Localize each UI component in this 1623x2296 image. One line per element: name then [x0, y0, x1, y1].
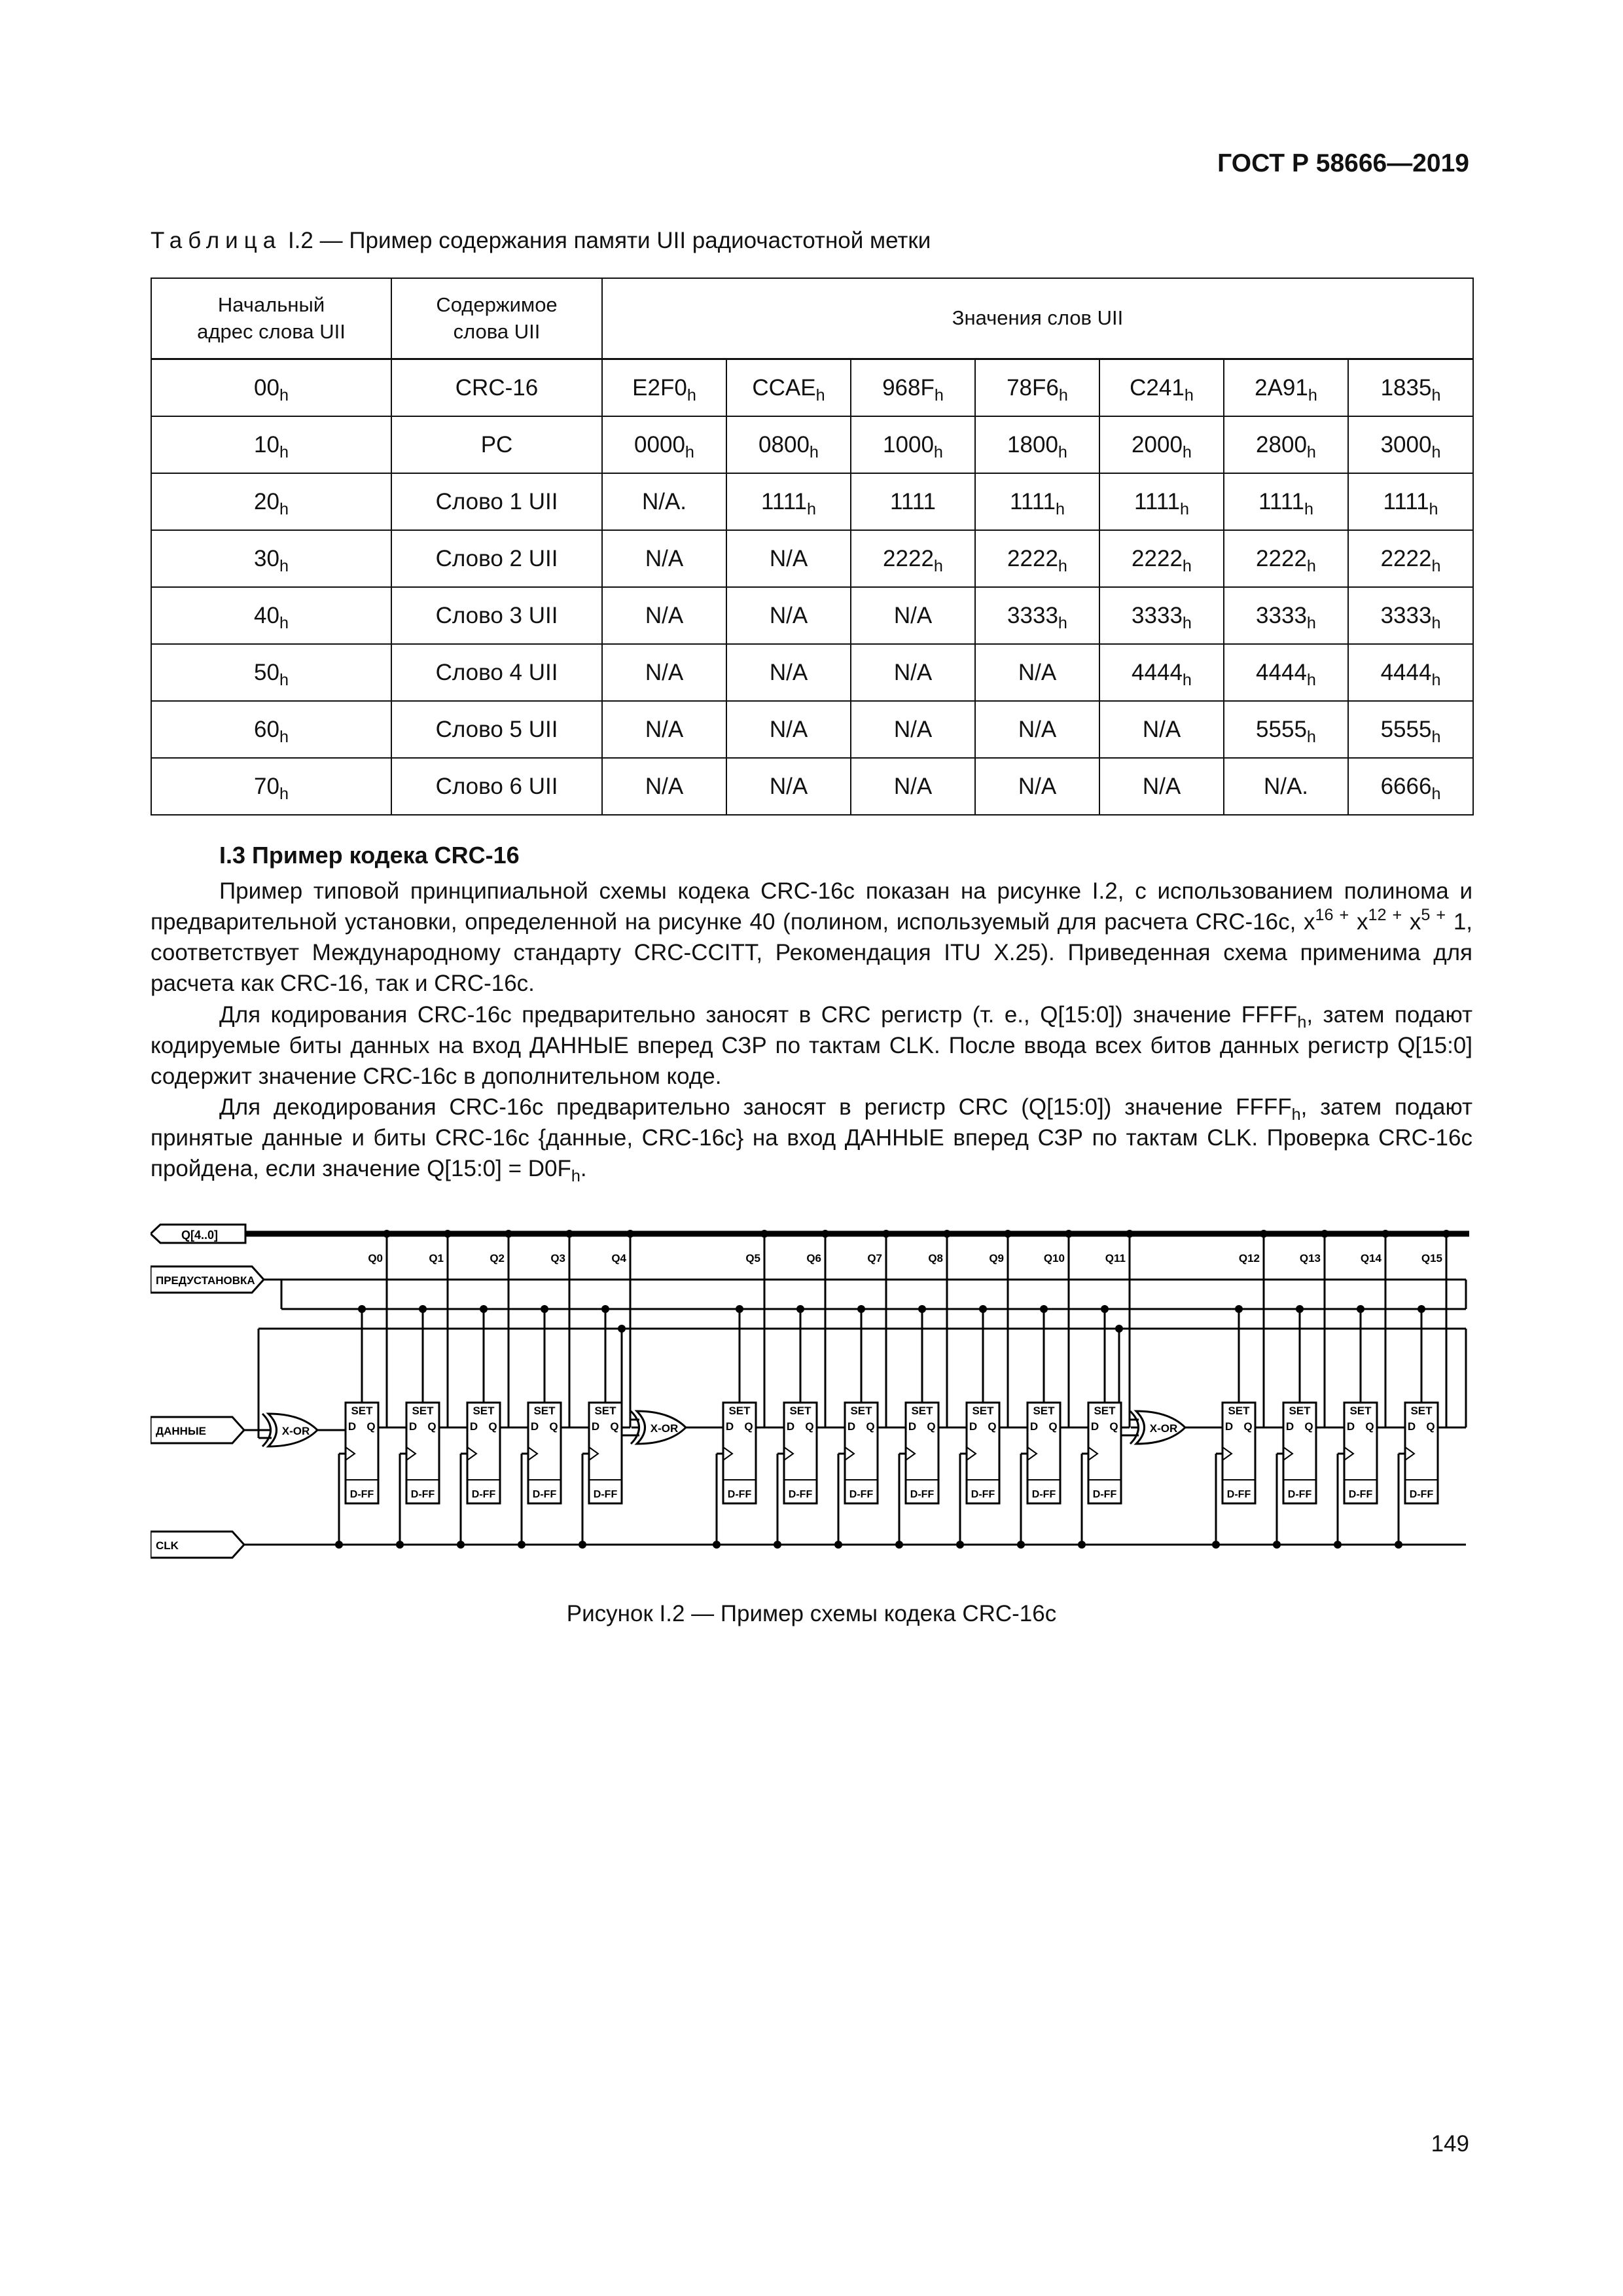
value-cell: N/A: [602, 758, 726, 815]
junction-dot: [1442, 1230, 1450, 1238]
data-input-label: ДАННЫЕ: [156, 1425, 206, 1437]
table-caption-prefix: Таблица: [151, 228, 282, 253]
junction-dot: [1357, 1305, 1364, 1313]
table-row: [151, 701, 1473, 758]
junction-dot: [541, 1305, 548, 1313]
d-flip-flop: [467, 1403, 500, 1503]
junction-dot: [457, 1541, 465, 1549]
junction-dot: [1078, 1541, 1086, 1549]
text-run: 5 +: [1421, 906, 1446, 925]
ff-name-label: D-FF: [971, 1489, 995, 1500]
junction-dot: [943, 1230, 951, 1238]
d-flip-flop: [1344, 1403, 1377, 1503]
q-output-label: Q6: [806, 1252, 821, 1265]
value-cell: $CCAE_h$: [726, 359, 851, 417]
ff-set-label: SET: [473, 1405, 495, 1417]
text-run: 1, соответствует Международному стандарту CRC-CCITT, Рекомендация ITU X.25). Приведенная схема применима для расчета как CRC-16, так и CRC-16c.: [151, 909, 1473, 996]
ff-d-label: D: [1090, 1420, 1099, 1433]
ff-d-label: D: [469, 1420, 478, 1433]
ff-set-label: SET: [351, 1405, 373, 1417]
value-cell: N/A: [726, 644, 851, 701]
value-cell: N/A: [851, 701, 975, 758]
value-cell: N/A: [726, 530, 851, 587]
junction-dot: [1260, 1230, 1268, 1238]
ff-q-label: Q: [744, 1420, 753, 1433]
table-row: [151, 758, 1473, 815]
table-row: [151, 416, 1473, 473]
table-row: [151, 473, 1473, 530]
junction-dot: [760, 1230, 768, 1238]
junction-dot: [1101, 1305, 1109, 1313]
junction-dot: [579, 1541, 586, 1549]
page-number: 149: [1431, 2131, 1469, 2157]
junction-dot: [1273, 1541, 1281, 1549]
junction-dot: [358, 1305, 366, 1313]
d-flip-flop: [589, 1403, 622, 1503]
table-row: [151, 359, 1473, 417]
ff-name-label: D-FF: [788, 1489, 813, 1500]
junction-dot: [518, 1541, 526, 1549]
value-cell: $1111_h$: [1224, 473, 1348, 530]
ff-q-label: Q: [1048, 1420, 1058, 1433]
header-start-address: Начальный адрес слова UII: [151, 278, 391, 359]
text-run: 16 +: [1315, 906, 1349, 925]
ff-name-label: D-FF: [1348, 1489, 1373, 1500]
ff-d-label: D: [530, 1420, 539, 1433]
junction-dot: [480, 1305, 488, 1313]
q-output-label: Q1: [429, 1252, 444, 1265]
value-cell: 1111: [851, 473, 975, 530]
q-output-label: Q3: [550, 1252, 565, 1265]
value-cell: N/A: [1099, 758, 1224, 815]
value-cell: $0800_h$: [726, 416, 851, 473]
q-output-label: Q10: [1043, 1252, 1065, 1265]
junction-dot: [1212, 1541, 1220, 1549]
junction-dot: [979, 1305, 987, 1313]
junction-dot: [1395, 1541, 1402, 1549]
q-output-label: Q0: [368, 1252, 383, 1265]
value-cell: $5555_h$: [1348, 701, 1473, 758]
d-flip-flop: [528, 1403, 561, 1503]
ff-d-label: D: [348, 1420, 357, 1433]
value-cell: N/A: [851, 587, 975, 644]
ff-d-label: D: [847, 1420, 856, 1433]
junction-dot: [1065, 1230, 1073, 1238]
q-output-label: Q11: [1105, 1252, 1126, 1265]
address-cell: $50_h$: [151, 644, 391, 701]
d-flip-flop: [723, 1403, 756, 1503]
value-cell: $3333_h$: [1348, 587, 1473, 644]
ff-q-label: Q: [488, 1420, 497, 1433]
bus-label: Q[4..0]: [181, 1229, 219, 1242]
ff-set-label: SET: [412, 1405, 434, 1417]
content-cell: Слово 4 UII: [391, 644, 602, 701]
uii-memory-table: [151, 278, 1474, 816]
ff-name-label: D-FF: [849, 1489, 874, 1500]
junction-dot: [821, 1230, 829, 1238]
ff-name-label: D-FF: [1226, 1489, 1251, 1500]
header-content: Содержимое слова UII: [391, 278, 602, 359]
junction-dot: [1296, 1305, 1304, 1313]
d-flip-flop: [346, 1403, 378, 1503]
value-cell: $C241_h$: [1099, 359, 1224, 417]
d-flip-flop: [906, 1403, 938, 1503]
value-cell: $4444_h$: [1099, 644, 1224, 701]
ff-set-label: SET: [533, 1405, 556, 1417]
value-cell: N/A: [975, 701, 1099, 758]
q-output-label: Q13: [1299, 1252, 1321, 1265]
value-cell: $2A91_h$: [1224, 359, 1348, 417]
value-cell: N/A: [602, 587, 726, 644]
ff-set-label: SET: [850, 1405, 872, 1417]
value-cell: $E2F0_h$: [602, 359, 726, 417]
junction-dot: [956, 1541, 964, 1549]
value-cell: N/A: [851, 758, 975, 815]
text-run: h: [1297, 1013, 1307, 1032]
junction-dot: [1040, 1305, 1048, 1313]
text-run: , затем подают принятые данные и биты CRC-16c {данные, CRC-16c} на вход ДАННЫЕ вперед СЗР по тактам CLK. Проверка CRC-16c пройдена, если значение Q[15:0] = D0F: [151, 1094, 1472, 1181]
d-flip-flop: [1222, 1403, 1255, 1503]
ff-name-label: D-FF: [1092, 1489, 1117, 1500]
value-cell: N/A: [602, 701, 726, 758]
table-row: [151, 587, 1473, 644]
junction-dot: [396, 1541, 404, 1549]
ff-name-label: D-FF: [910, 1489, 935, 1500]
text-run: Для декодирования CRC-16c предварительно заносят в регистр CRC (Q[15:0]) значение FFFF: [219, 1094, 1292, 1120]
ff-d-label: D: [786, 1420, 795, 1433]
ff-name-label: D-FF: [1409, 1489, 1434, 1500]
d-flip-flop: [406, 1403, 439, 1503]
value-cell: $3333_h$: [975, 587, 1099, 644]
ff-name-label: D-FF: [1287, 1489, 1312, 1500]
value-cell: $0000_h$: [602, 416, 726, 473]
value-cell: $2222_h$: [1348, 530, 1473, 587]
table-row: [151, 644, 1473, 701]
ff-d-label: D: [725, 1420, 734, 1433]
text-run: Пример типовой принципиальной схемы кодека CRC-16c показан на рисунке I.2, с использованием полинома и предварительной установки, определенной на рисунке 40 (полином, используемый для расчета CRC-16c, x: [151, 878, 1472, 935]
value-cell: $1111_h$: [975, 473, 1099, 530]
ff-d-label: D: [1029, 1420, 1039, 1433]
ff-d-label: D: [1407, 1420, 1416, 1433]
ff-q-label: Q: [610, 1420, 619, 1433]
value-cell: N/A: [1099, 701, 1224, 758]
address-cell: $30_h$: [151, 530, 391, 587]
value-cell: N/A.: [602, 473, 726, 530]
ff-set-label: SET: [594, 1405, 616, 1417]
ff-q-label: Q: [927, 1420, 936, 1433]
value-cell: N/A: [602, 644, 726, 701]
value-cell: N/A: [726, 587, 851, 644]
junction-dot: [1382, 1230, 1389, 1238]
content-cell: PC: [391, 416, 602, 473]
value-cell: $4444_h$: [1224, 644, 1348, 701]
ff-set-label: SET: [911, 1405, 933, 1417]
d-flip-flop: [967, 1403, 999, 1503]
value-cell: N/A: [726, 758, 851, 815]
address-cell: $20_h$: [151, 473, 391, 530]
junction-dot: [1418, 1305, 1425, 1313]
value-cell: $1800_h$: [975, 416, 1099, 473]
section-title: I.3 Пример кодека CRC-16: [219, 842, 520, 869]
value-cell: $2800_h$: [1224, 416, 1348, 473]
junction-dot: [834, 1541, 842, 1549]
text-run: .: [580, 1156, 587, 1181]
ff-q-label: Q: [1304, 1420, 1313, 1433]
content-cell: Слово 6 UII: [391, 758, 602, 815]
paragraph-2: [151, 999, 1472, 1092]
address-cell: $70_h$: [151, 758, 391, 815]
junction-dot: [882, 1230, 890, 1238]
value-cell: $1000_h$: [851, 416, 975, 473]
junction-dot: [383, 1230, 391, 1238]
junction-dot: [618, 1325, 626, 1333]
value-cell: $5555_h$: [1224, 701, 1348, 758]
q-output-label: Q9: [989, 1252, 1004, 1265]
junction-dot: [895, 1541, 903, 1549]
ff-q-label: Q: [866, 1420, 875, 1433]
text-run: x: [1349, 909, 1368, 935]
junction-dot: [857, 1305, 865, 1313]
ff-set-label: SET: [1228, 1405, 1250, 1417]
junction-dot: [918, 1305, 926, 1313]
junction-dot: [1115, 1325, 1123, 1333]
junction-dot: [1321, 1230, 1329, 1238]
ff-set-label: SET: [1094, 1405, 1116, 1417]
ff-q-label: Q: [427, 1420, 437, 1433]
ff-name-label: D-FF: [727, 1489, 752, 1500]
q-output-label: Q7: [867, 1252, 882, 1265]
junction-dot: [626, 1230, 634, 1238]
junction-dot: [796, 1305, 804, 1313]
value-cell: N/A: [851, 644, 975, 701]
ff-q-label: Q: [1243, 1420, 1253, 1433]
junction-dot: [1235, 1305, 1243, 1313]
q-output-label: Q8: [928, 1252, 943, 1265]
value-cell: N/A: [975, 758, 1099, 815]
value-cell: $2222_h$: [851, 530, 975, 587]
ff-q-label: Q: [988, 1420, 997, 1433]
value-cell: $1111_h$: [1348, 473, 1473, 530]
ff-set-label: SET: [1033, 1405, 1055, 1417]
q-output-label: Q15: [1421, 1252, 1442, 1265]
paragraph-3: [151, 1092, 1472, 1184]
value-cell: N/A: [602, 530, 726, 587]
ff-d-label: D: [908, 1420, 917, 1433]
address-cell: $00_h$: [151, 359, 391, 417]
text-run: 12 +: [1368, 906, 1402, 925]
table-caption: [151, 228, 931, 254]
value-cell: N/A.: [1224, 758, 1348, 815]
address-cell: $40_h$: [151, 587, 391, 644]
table-header-row: [151, 278, 1473, 359]
ff-d-label: D: [1285, 1420, 1294, 1433]
q-output-label: Q14: [1360, 1252, 1382, 1265]
content-cell: Слово 1 UII: [391, 473, 602, 530]
table-caption-text: I.2 — Пример содержания памяти UII радиочастотной метки: [281, 228, 931, 253]
table-row: [151, 530, 1473, 587]
junction-dot: [444, 1230, 452, 1238]
ff-d-label: D: [1224, 1420, 1234, 1433]
value-cell: $3333_h$: [1224, 587, 1348, 644]
value-cell: $1111_h$: [726, 473, 851, 530]
ff-set-label: SET: [972, 1405, 994, 1417]
junction-dot: [419, 1305, 427, 1313]
d-flip-flop: [1088, 1403, 1121, 1503]
q-output-label: Q12: [1238, 1252, 1260, 1265]
xor-label: X-OR: [650, 1422, 679, 1435]
ff-q-label: Q: [1365, 1420, 1374, 1433]
junction-dot: [601, 1305, 609, 1313]
ff-name-label: D-FF: [1031, 1489, 1056, 1500]
value-cell: $1835_h$: [1348, 359, 1473, 417]
standard-designation: ГОСТ Р 58666—2019: [1217, 149, 1469, 177]
xor-label: X-OR: [1149, 1422, 1178, 1435]
ff-set-label: SET: [789, 1405, 812, 1417]
ff-d-label: D: [1346, 1420, 1355, 1433]
address-cell: $60_h$: [151, 701, 391, 758]
preset-input-label: ПРЕДУСТАНОВКА: [156, 1274, 255, 1287]
paragraph-1: [151, 876, 1472, 999]
ff-q-label: Q: [805, 1420, 814, 1433]
ff-set-label: SET: [728, 1405, 751, 1417]
value-cell: $4444_h$: [1348, 644, 1473, 701]
d-flip-flop: [845, 1403, 878, 1503]
text-run: x: [1402, 909, 1421, 935]
ff-name-label: D-FF: [471, 1489, 496, 1500]
ff-name-label: D-FF: [532, 1489, 557, 1500]
junction-dot: [1126, 1230, 1133, 1238]
content-cell: Слово 2 UII: [391, 530, 602, 587]
ff-d-label: D: [969, 1420, 978, 1433]
content-cell: Слово 3 UII: [391, 587, 602, 644]
text-run: h: [571, 1167, 580, 1186]
content-cell: CRC-16: [391, 359, 602, 417]
q-output-label: Q2: [490, 1252, 505, 1265]
ff-q-label: Q: [549, 1420, 558, 1433]
value-cell: N/A: [726, 701, 851, 758]
value-cell: $3000_h$: [1348, 416, 1473, 473]
ff-name-label: D-FF: [349, 1489, 374, 1500]
ff-name-label: D-FF: [410, 1489, 435, 1500]
address-cell: $10_h$: [151, 416, 391, 473]
junction-dot: [1334, 1541, 1342, 1549]
clk-input-label: CLK: [156, 1539, 179, 1552]
ff-d-label: D: [408, 1420, 418, 1433]
value-cell: $1111_h$: [1099, 473, 1224, 530]
junction-dot: [335, 1541, 343, 1549]
ff-d-label: D: [591, 1420, 600, 1433]
text-run: h: [1291, 1105, 1301, 1124]
q-output-label: Q5: [745, 1252, 760, 1265]
value-cell: N/A: [975, 644, 1099, 701]
ff-name-label: D-FF: [593, 1489, 618, 1500]
junction-dot: [505, 1230, 512, 1238]
text-run: , затем подают кодируемые биты данных на вход ДАННЫЕ вперед СЗР по тактам CLK. После ввода всех битов данных регистр Q[15:0] содержит значение CRC-16c в дополнительном коде.: [151, 1002, 1472, 1089]
ff-set-label: SET: [1410, 1405, 1433, 1417]
d-flip-flop: [784, 1403, 817, 1503]
d-flip-flop: [1405, 1403, 1438, 1503]
content-cell: Слово 5 UII: [391, 701, 602, 758]
ff-q-label: Q: [366, 1420, 376, 1433]
junction-dot: [1017, 1541, 1025, 1549]
value-cell: $78F6_h$: [975, 359, 1099, 417]
value-cell: $2222_h$: [1099, 530, 1224, 587]
junction-dot: [774, 1541, 781, 1549]
junction-dot: [565, 1230, 573, 1238]
ff-q-label: Q: [1109, 1420, 1118, 1433]
header-values: Значения слов UII: [602, 278, 1473, 359]
q-output-label: Q4: [611, 1252, 626, 1265]
ff-set-label: SET: [1289, 1405, 1311, 1417]
xor-label: X-OR: [281, 1425, 310, 1437]
crc-codec-schematic: [151, 1204, 1479, 1577]
d-flip-flop: [1283, 1403, 1316, 1503]
value-cell: $6666_h$: [1348, 758, 1473, 815]
figure-caption: Рисунок I.2 — Пример схемы кодека CRC-16c: [566, 1601, 1057, 1626]
d-flip-flop: [1027, 1403, 1060, 1503]
ff-q-label: Q: [1426, 1420, 1435, 1433]
value-cell: $2222_h$: [1224, 530, 1348, 587]
value-cell: $2000_h$: [1099, 416, 1224, 473]
value-cell: $3333_h$: [1099, 587, 1224, 644]
junction-dot: [713, 1541, 721, 1549]
text-run: Для кодирования CRC-16c предварительно заносят в CRC регистр (т. е., Q[15:0]) значение FFFF: [219, 1002, 1298, 1028]
junction-dot: [1004, 1230, 1012, 1238]
junction-dot: [736, 1305, 743, 1313]
ff-set-label: SET: [1349, 1405, 1372, 1417]
value-cell: $968F_h$: [851, 359, 975, 417]
value-cell: $2222_h$: [975, 530, 1099, 587]
